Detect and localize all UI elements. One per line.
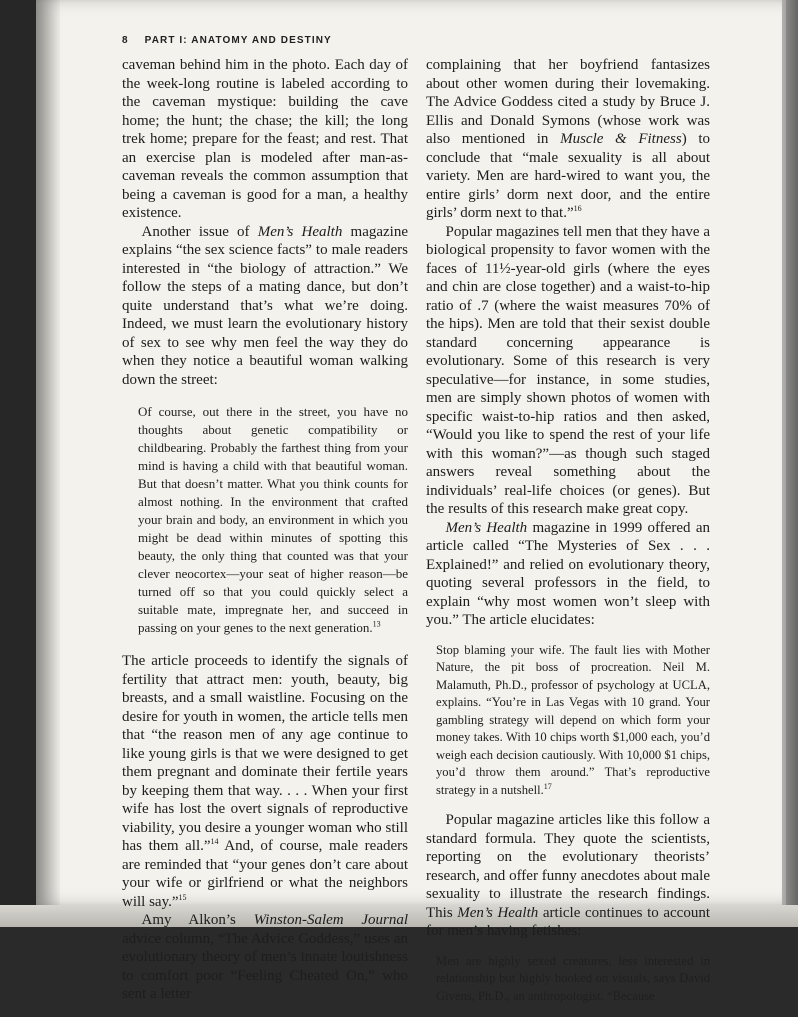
newspaper-title: Winston-Salem Journal: [253, 912, 408, 928]
footnote-16: 16: [573, 204, 582, 213]
footnote-15: 15: [178, 892, 187, 902]
footnote-13: 13: [372, 619, 381, 629]
left-block-quote-text: Of course, out there in the street, you have no thoughts about genetic compatibility or childbearing. Probably the farthest thing from your mind is having a child with that beautiful woman. But that doesn’t matter. What you think counts for almost nothing. In the environment that crafted your brain and body, an environment in which you might be dead within minutes of spotting this beauty, the only thing that counted was that your clever neocortex—your seat of higher reason—be turned off so that you could quickly select a suitable mate, impregnate her, and succeed in passing on your genes to the next generation.: [138, 404, 408, 635]
left-paragraph-2-start: Another issue of: [141, 223, 258, 240]
right-paragraph-4: [426, 811, 710, 941]
page-number: 8: [122, 35, 129, 46]
right-paragraph-4-end: article continues to account for men’s having fetishes:: [426, 904, 710, 939]
magazine-title-mens-health-3: Men’s Health: [457, 904, 539, 921]
right-block-quote-2-text: Men are highly sexed creatures, less interested in relationship but highly hooked on visuals, says David Givens, Ph.D., an anthropologist. “Because: [436, 953, 710, 1003]
left-paragraph-2-end: magazine explains “the sex science facts” to male readers interested in “the biology of attraction.” We follow the steps of a mating dance, but don’t quite understand that’s what we’re doing. Indeed, we must learn the evolutionary history of sex to see why men feel the way they do when they notice a beautiful woman walking down the street:: [122, 223, 408, 388]
left-paragraph-3-middle: And, of course, male readers are reminded that “your genes don’t care about your wife or girlfriend or what the neighbors will say.”: [122, 838, 408, 910]
running-header: [122, 35, 332, 46]
right-paragraph-3: [426, 519, 710, 630]
left-paragraph-4: [122, 911, 408, 1004]
part-title: PART I: ANATOMY AND DESTINY: [144, 35, 332, 46]
footnote-14: 14: [210, 837, 219, 846]
magazine-title-muscle-fitness: Muscle & Fitness: [560, 131, 682, 147]
right-block-quote-2: [436, 953, 710, 1006]
left-paragraph-1: caveman behind him in the photo. Each day of the week-long routine is labeled according to the caveman mystique: building the cave home; the hunt; the chase; the kill; the long trek home; prepare for the feast; and rest. That an exercise plan is modeled after man-as-caveman reveals the common assumption that being a caveman is good for a man, a healthy existence.: [122, 57, 408, 221]
left-block-quote: [138, 403, 408, 637]
left-paragraph-4-start: Amy Alkon’s: [141, 912, 254, 928]
left-text-column: [122, 56, 408, 1004]
right-paragraph-4-start: Popular magazine articles like this follow a standard formula. They quote the scientists, reporting on the evolutionary theorists’ research, and offer funny anecdotes about male sexuality to illustrate the research findings. This: [426, 812, 710, 921]
magazine-title-mens-health: Men’s Health: [257, 223, 343, 240]
right-text-column: [426, 56, 710, 1017]
right-paragraph-3-text: magazine in 1999 offered an article called “The Mysteries of Sex . . . Explained!” and relied on evolutionary theory, quoting several professors in the field, to explain “why most women won’t sleep with you.” The article elucidates:: [426, 519, 710, 628]
left-paragraph-3: [122, 652, 408, 911]
left-paragraph-4-end: advice column, “The Advice Goddess,” uses an evolutionary theory of men’s innate loutishness to comfort poor “Feeling Cheated On,” who sent a letter: [122, 930, 408, 1002]
right-block-quote-text: Stop blaming your wife. The fault lies with Mother Nature, the pit boss of procreation. Neil M. Malamuth, Ph.D., professor of psychology at UCLA, explains. “You’re in Las Vegas with 10 grand. Your gambling strategy will depend on which form your money takes. With 10 chips worth $1,000 each, you’d weigh each decision cautiously. With 10,000 $1 chips, you’d throw them around.” That’s reproductive strategy in a nutshell.: [436, 642, 710, 797]
footnote-17: 17: [543, 781, 552, 791]
right-paragraph-1: [426, 56, 710, 223]
right-paragraph-1-start: complaining that her boyfriend fantasizes about other women during their lovemaking. The Advice Goddess cited a study by Bruce J. Ellis and Donald Symons (whose work was also mentioned in: [426, 57, 710, 147]
right-block-quote: [436, 642, 710, 800]
left-paragraph-2: [122, 223, 408, 390]
right-paragraph-2: Popular magazines tell men that they have a biological propensity to favor women with the faces of 11½-year-old girls (where the eyes and chin are close together) and a waist-to-hip ratio of .7 (where the waist measures 70% of the hips). Men are told that their sexist double standard concerning appearance is evolutionary. Some of this research is very speculative—for instance, in some studies, men are simply shown photos of women with specific waist-to-hip ratios and then asked, “Would you like to spend the rest of your life with this woman?”—as though such staged answers reveal something about the individuals’ real-life choices (or genes). But the results of this research make great copy.: [426, 223, 710, 517]
right-paragraph-1-end: ) to conclude that “male sexuality is all about variety. Men are hard-wired to want you, the entire girls’ dorm next door, and the entire girls’ dorm next to that.”: [426, 131, 710, 221]
magazine-title-mens-health-2: Men’s Health: [445, 519, 528, 536]
left-paragraph-3-start: The article proceeds to identify the signals of fertility that attract men: youth, beauty, big breasts, and a small waistline. Focusing on the desire for youth in women, the article tells men that “the reason men of any age continue to like young girls is that we were designed to get them pregnant and dominate their fertile years by keeping them that way. . . . When your first wife has lost the overt signals of reproductive viability, you desire a younger woman who still has them all.”: [122, 653, 408, 854]
facing-page-edge: [782, 0, 798, 927]
